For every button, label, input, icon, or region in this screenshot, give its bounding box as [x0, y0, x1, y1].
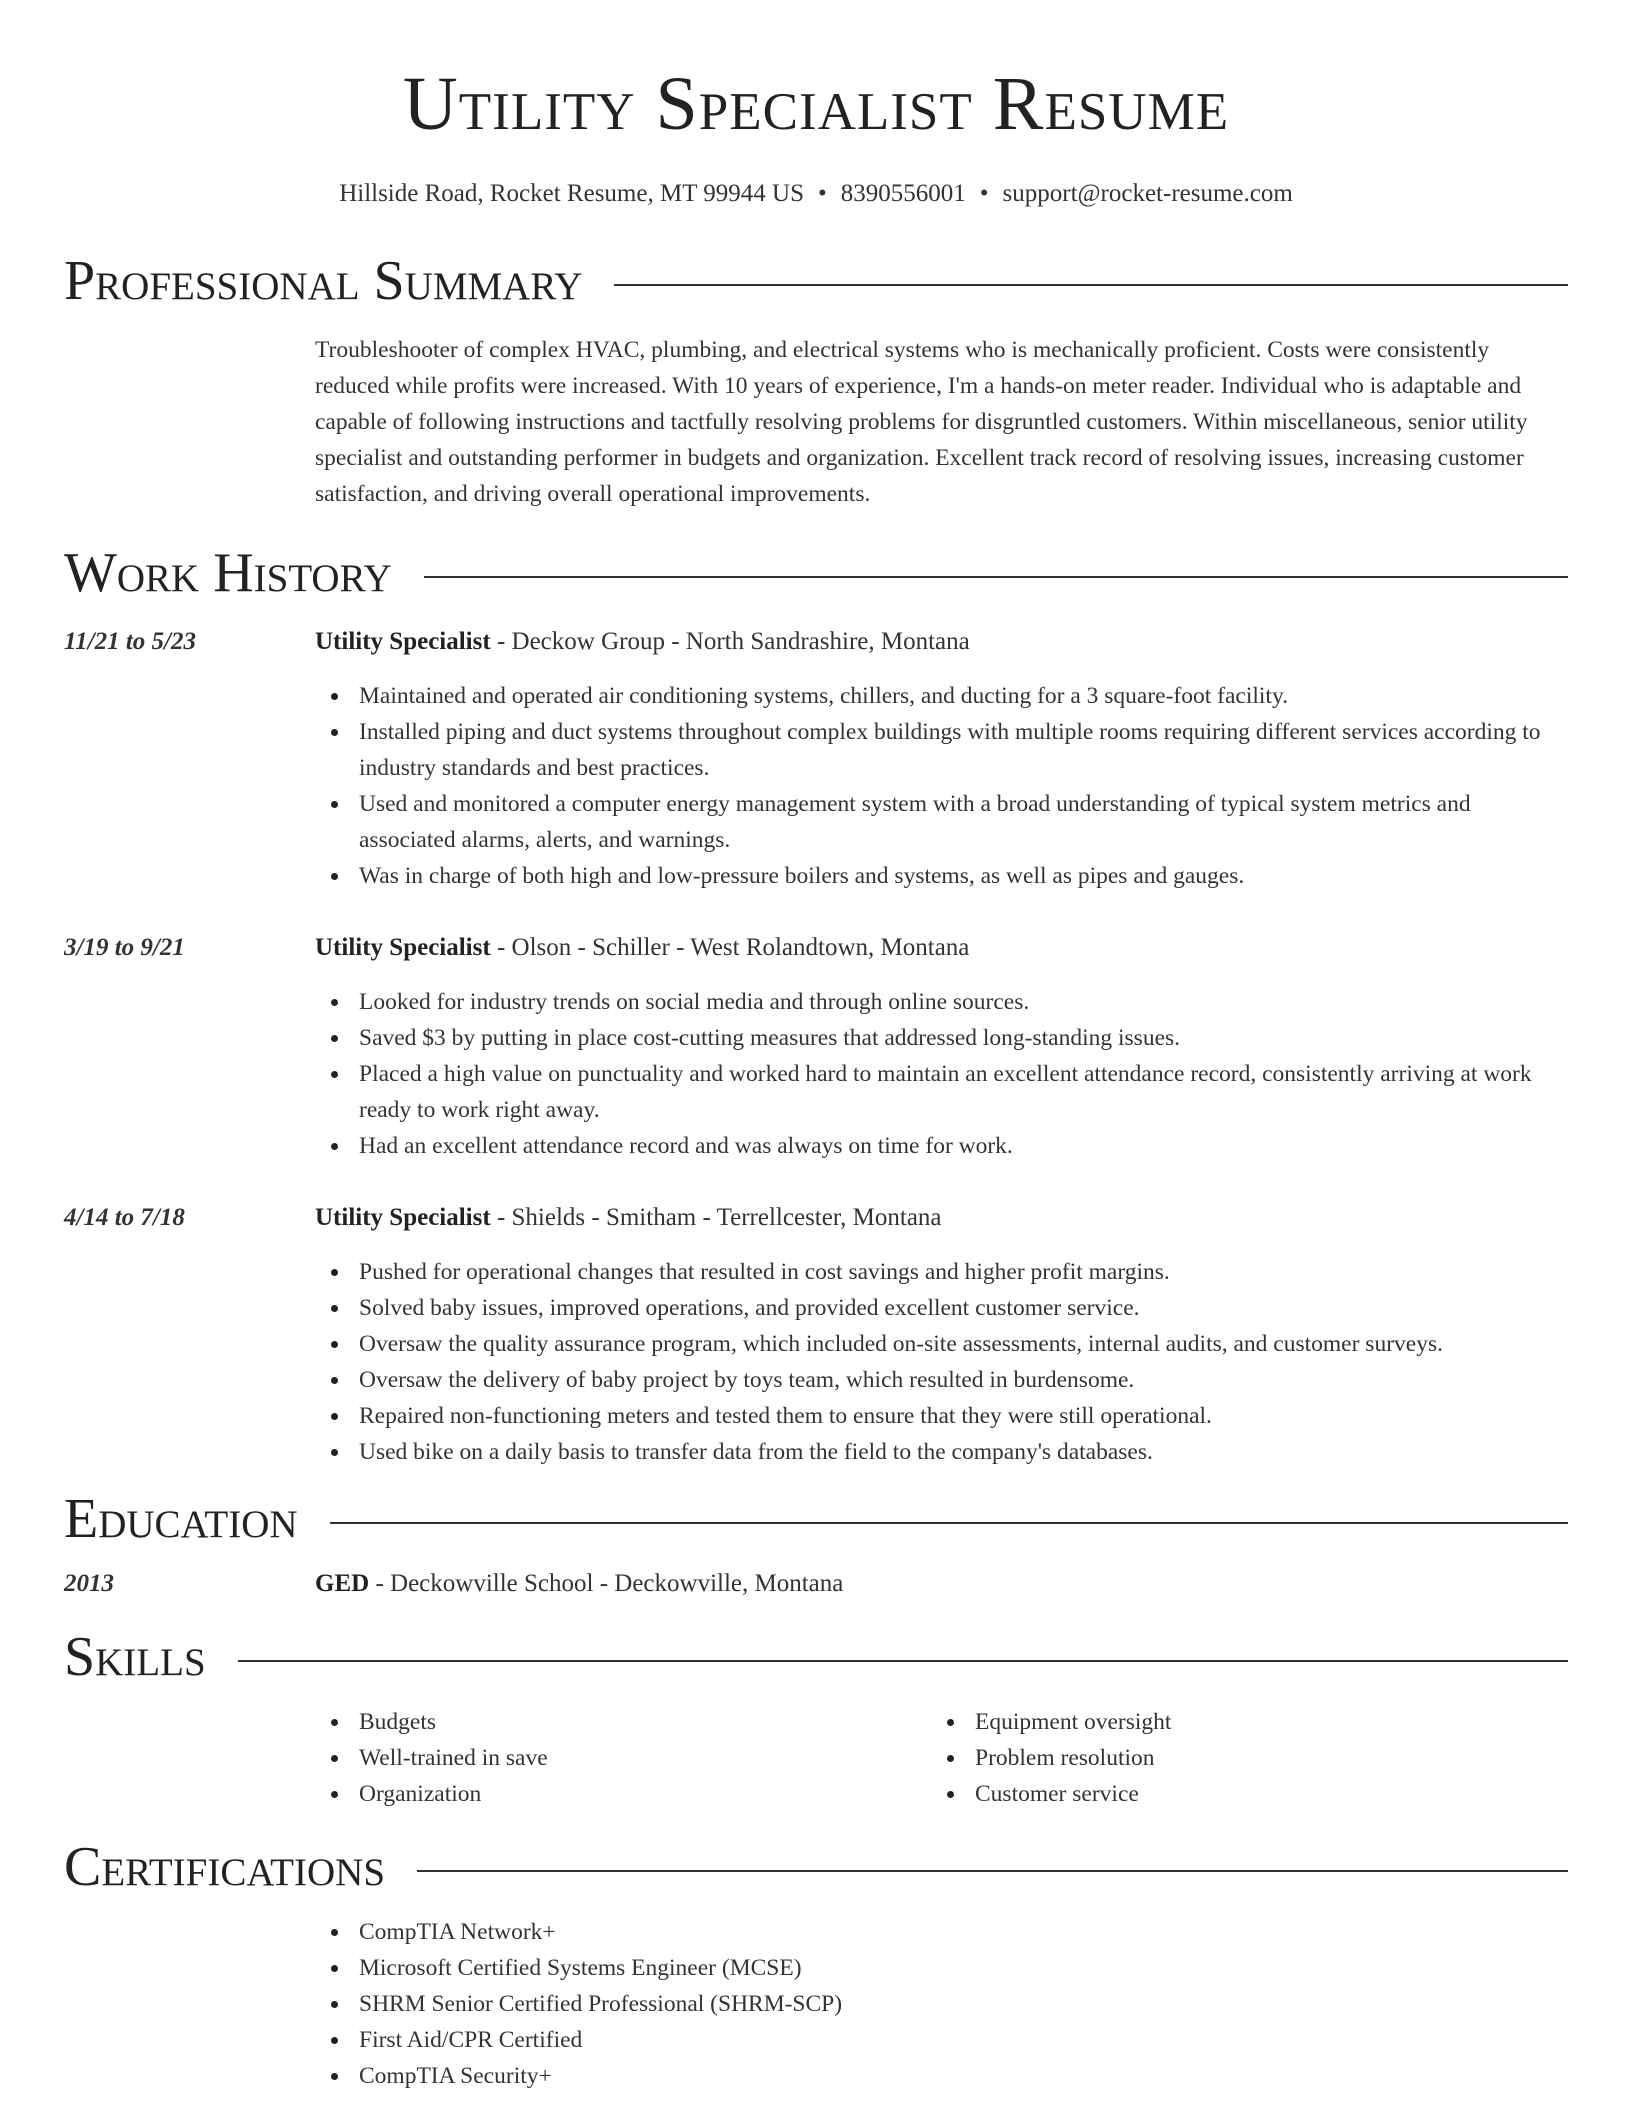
skill-item: Problem resolution	[931, 1740, 1547, 1776]
job-title: Utility Specialist	[315, 934, 491, 961]
certifications-heading: Certifications	[64, 1836, 386, 1898]
job-bullet: Was in charge of both high and low-pressure boilers and systems, as well as pipes and gauges.	[315, 858, 1568, 894]
job-list	[64, 624, 1568, 1470]
skills-right-column	[931, 1704, 1547, 1812]
certification-item: Microsoft Certified Systems Engineer (MCSE)	[315, 1950, 1568, 1986]
education-heading: Education	[64, 1488, 298, 1550]
skills-left-column	[315, 1704, 931, 1812]
education-entry	[64, 1566, 1568, 1602]
job-bullet: Solved baby issues, improved operations, and provided excellent customer service.	[315, 1290, 1568, 1326]
job-details: - Olson - Schiller - West Rolandtown, Montana	[490, 934, 970, 961]
education-section-heading	[64, 1486, 1568, 1552]
work-section-heading	[64, 540, 1568, 606]
section-divider	[330, 1522, 1568, 1524]
skills-section-heading	[64, 1624, 1568, 1690]
section-divider	[614, 284, 1568, 286]
job-bullet: Used bike on a daily basis to transfer data from the field to the company's databases.	[315, 1434, 1568, 1470]
certifications-section-heading	[64, 1834, 1568, 1900]
job-details: - Shields - Smitham - Terrellcester, Montana	[490, 1204, 942, 1231]
job-entry	[64, 1200, 1568, 1470]
education-degree: GED	[315, 1570, 370, 1597]
job-bullet: Maintained and operated air conditioning systems, chillers, and ducting for a 3 square-foot facility.	[315, 678, 1568, 714]
job-dates: 3/19 to 9/21	[64, 934, 185, 961]
resume-title: Utility Specialist Resume	[402, 62, 1230, 146]
job-dates: 11/21 to 5/23	[64, 628, 196, 655]
contact-line	[64, 178, 1568, 210]
job-bullet: Had an excellent attendance record and was always on time for work.	[315, 1128, 1568, 1164]
summary-text: Troubleshooter of complex HVAC, plumbing, and electrical systems who is mechanically proficient. Costs were consistently reduced while profits were increased. With 10 years of experience, I'm a hands-on meter reader. Individual who is adaptable and capable of following instructions and tactfully resolving problems for disgruntled customers. Within miscellaneous, senior utility specialist and outstanding performer in budgets and organization. Excellent track record of resolving issues, increasing customer satisfaction, and driving overall operational improvements.	[315, 337, 1528, 507]
summary-heading: Professional Summary	[64, 250, 583, 312]
job-title: Utility Specialist	[315, 628, 491, 655]
job-bullet: Pushed for operational changes that resulted in cost savings and higher profit margins.	[315, 1254, 1568, 1290]
job-title-line	[315, 930, 1568, 966]
job-entry	[64, 930, 1568, 1164]
contact-phone: 8390556001	[840, 180, 966, 207]
job-title-line	[315, 1200, 1568, 1236]
skill-item: Budgets	[315, 1704, 931, 1740]
skills-grid	[315, 1704, 1568, 1812]
education-details: - Deckowville School - Deckowville, Montana	[369, 1570, 844, 1597]
work-heading: Work History	[64, 542, 392, 604]
contact-separator: •	[979, 180, 989, 207]
certification-item: First Aid/CPR Certified	[315, 2022, 1568, 2058]
summary-section-heading	[64, 248, 1568, 314]
contact-email: support@rocket-resume.com	[1002, 180, 1293, 207]
job-bullet: Repaired non-functioning meters and tested them to ensure that they were still operational.	[315, 1398, 1568, 1434]
job-bullet: Oversaw the delivery of baby project by toys team, which resulted in burdensome.	[315, 1362, 1568, 1398]
job-bullet: Used and monitored a computer energy management system with a broad understanding of typical system metrics and associated alarms, alerts, and warnings.	[315, 786, 1568, 858]
education-year: 2013	[64, 1570, 114, 1597]
job-title-line	[315, 624, 1568, 660]
job-dates: 4/14 to 7/18	[64, 1204, 185, 1231]
certification-item: CompTIA Security+	[315, 2058, 1568, 2094]
skill-item: Customer service	[931, 1776, 1547, 1812]
certification-item: CompTIA Network+	[315, 1914, 1568, 1950]
job-bullets	[315, 984, 1568, 1164]
section-divider	[424, 576, 1568, 578]
job-bullet: Looked for industry trends on social media and through online sources.	[315, 984, 1568, 1020]
job-bullets	[315, 1254, 1568, 1470]
skill-item: Well-trained in save	[315, 1740, 931, 1776]
certifications-list	[315, 1914, 1568, 2094]
job-bullet: Saved $3 by putting in place cost-cutting measures that addressed long-standing issues.	[315, 1020, 1568, 1056]
job-bullets	[315, 678, 1568, 894]
job-title: Utility Specialist	[315, 1204, 491, 1231]
section-divider	[238, 1660, 1568, 1662]
job-bullet: Installed piping and duct systems throughout complex buildings with multiple rooms requiring different services according to industry standards and best practices.	[315, 714, 1568, 786]
skill-item: Organization	[315, 1776, 931, 1812]
job-bullet: Oversaw the quality assurance program, which included on-site assessments, internal audits, and customer surveys.	[315, 1326, 1568, 1362]
certifications-list-wrap	[315, 1914, 1568, 2094]
skill-item: Equipment oversight	[931, 1704, 1547, 1740]
section-divider	[417, 1870, 1568, 1872]
contact-separator: •	[817, 180, 827, 207]
job-entry	[64, 624, 1568, 894]
job-bullet: Placed a high value on punctuality and worked hard to maintain an excellent attendance record, consistently arriving at work ready to work right away.	[315, 1056, 1568, 1128]
job-details: - Deckow Group - North Sandrashire, Montana	[490, 628, 970, 655]
contact-address: Hillside Road, Rocket Resume, MT 99944 US	[339, 180, 804, 207]
skills-heading: Skills	[64, 1626, 206, 1688]
certification-item: SHRM Senior Certified Professional (SHRM-SCP)	[315, 1986, 1568, 2022]
education-line	[315, 1566, 1568, 1602]
